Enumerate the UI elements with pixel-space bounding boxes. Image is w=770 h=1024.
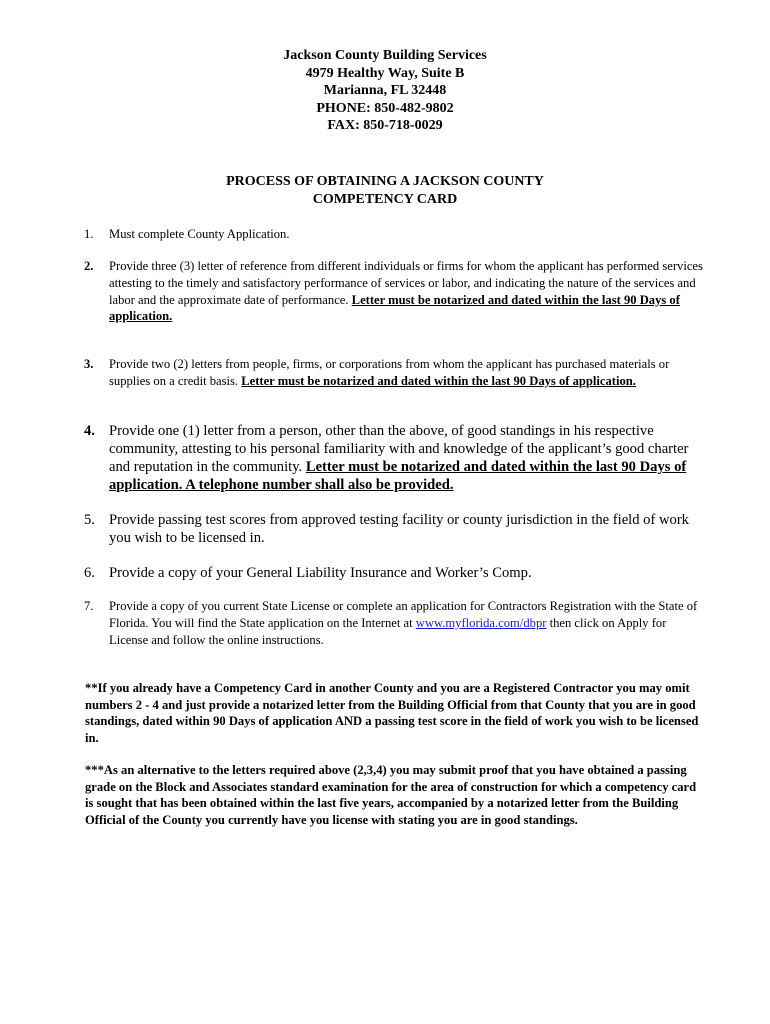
item-text bbox=[109, 258, 704, 325]
item-text: Provide a copy of your General Liability Insurance and Worker’s Comp. bbox=[109, 565, 532, 581]
title-line-1: PROCESS OF OBTAINING A JACKSON COUNTY bbox=[226, 174, 544, 189]
item-body-text: Provide three (3) letter of reference from different individuals or firms for whom the applicant has performed services attesting to the timely and satisfactory performance of services or labor, and indicating the nature of the services and labor and the approximate date of performance. bbox=[109, 259, 703, 307]
item-number: 6. bbox=[84, 565, 95, 581]
letterhead bbox=[0, 47, 770, 135]
item-number: 7. bbox=[84, 599, 94, 613]
notarized-requirement: Letter must be notarized and dated within the last 90 Days of application. A telephone number shall also be provided. bbox=[109, 459, 687, 493]
list-item-1 bbox=[84, 226, 704, 243]
item-text: Provide passing test scores from approved testing facility or county jurisdiction in the field of work you wish to be licensed in. bbox=[109, 512, 689, 546]
title-line-2: COMPETENCY CARD bbox=[312, 192, 458, 207]
list-item-3 bbox=[84, 356, 704, 390]
item-number: 4. bbox=[84, 423, 95, 439]
note-existing-card: **If you already have a Competency Card in another County and you are a Registered Contractor you may omit numbers 2 - 4 and just provide a notarized letter from the Building Official from that County that you are in good standings, dated within 90 Days of application AND a passing test score in the field of work you wish to be licensed in. bbox=[85, 681, 699, 746]
item-text bbox=[109, 422, 704, 494]
address-line-1: 4979 Healthy Way, Suite B bbox=[305, 65, 465, 81]
list-item-5 bbox=[84, 511, 704, 547]
item-number: 5. bbox=[84, 512, 95, 528]
item-text bbox=[109, 356, 704, 390]
item-text: Must complete County Application. bbox=[109, 227, 290, 241]
list-item-4 bbox=[84, 422, 704, 494]
note-alternative-exam: ***As an alternative to the letters required above (2,3,4) you may submit proof that you have obtained a passing grade on the Block and Associates standard examination for the area of construction for which a competency card is sought that has been obtained within the last five years, accompanied by a notarized letter from the Building Official of the County you currently have you license with stating you are in good standings. bbox=[85, 763, 697, 828]
phone-number: PHONE: 850-482-9802 bbox=[316, 100, 454, 116]
list-item-7 bbox=[84, 598, 704, 648]
item-body-text: Provide a copy of you current State License or complete an application for Contractors Registration with the State of Florida. You will find the State application on the Internet at bbox=[109, 599, 698, 630]
item-body-text: Provide two (2) letters from people, firms, or corporations from whom the applicant has purchased materials or supplies on a credit basis. bbox=[109, 357, 670, 388]
item-number: 3. bbox=[84, 357, 94, 371]
org-name: Jackson County Building Services bbox=[283, 48, 487, 63]
notarized-requirement: Letter must be notarized and dated within the last 90 Days of application. bbox=[109, 292, 680, 324]
list-item-6 bbox=[84, 564, 704, 582]
item-text bbox=[109, 598, 704, 648]
item-body-text-after: then click on Apply for License and follow the online instructions. bbox=[109, 615, 667, 647]
item-body-text: Provide one (1) letter from a person, other than the above, of good standings in his respective community, attesting to his personal familiarity with and knowledge of the applicant’s good charter and reputation in the community. bbox=[109, 423, 689, 475]
document-title bbox=[0, 173, 770, 209]
item-number: 1. bbox=[84, 227, 94, 241]
address-line-2: Marianna, FL 32448 bbox=[323, 83, 447, 99]
notarized-requirement: Letter must be notarized and dated within the last 90 Days of application. bbox=[241, 373, 636, 388]
fax-number: FAX: 850-718-0029 bbox=[327, 118, 443, 134]
item-number: 2. bbox=[84, 259, 94, 273]
myflorida-link[interactable]: www.myflorida.com/dbpr bbox=[415, 615, 547, 630]
list-item-2 bbox=[84, 258, 704, 325]
